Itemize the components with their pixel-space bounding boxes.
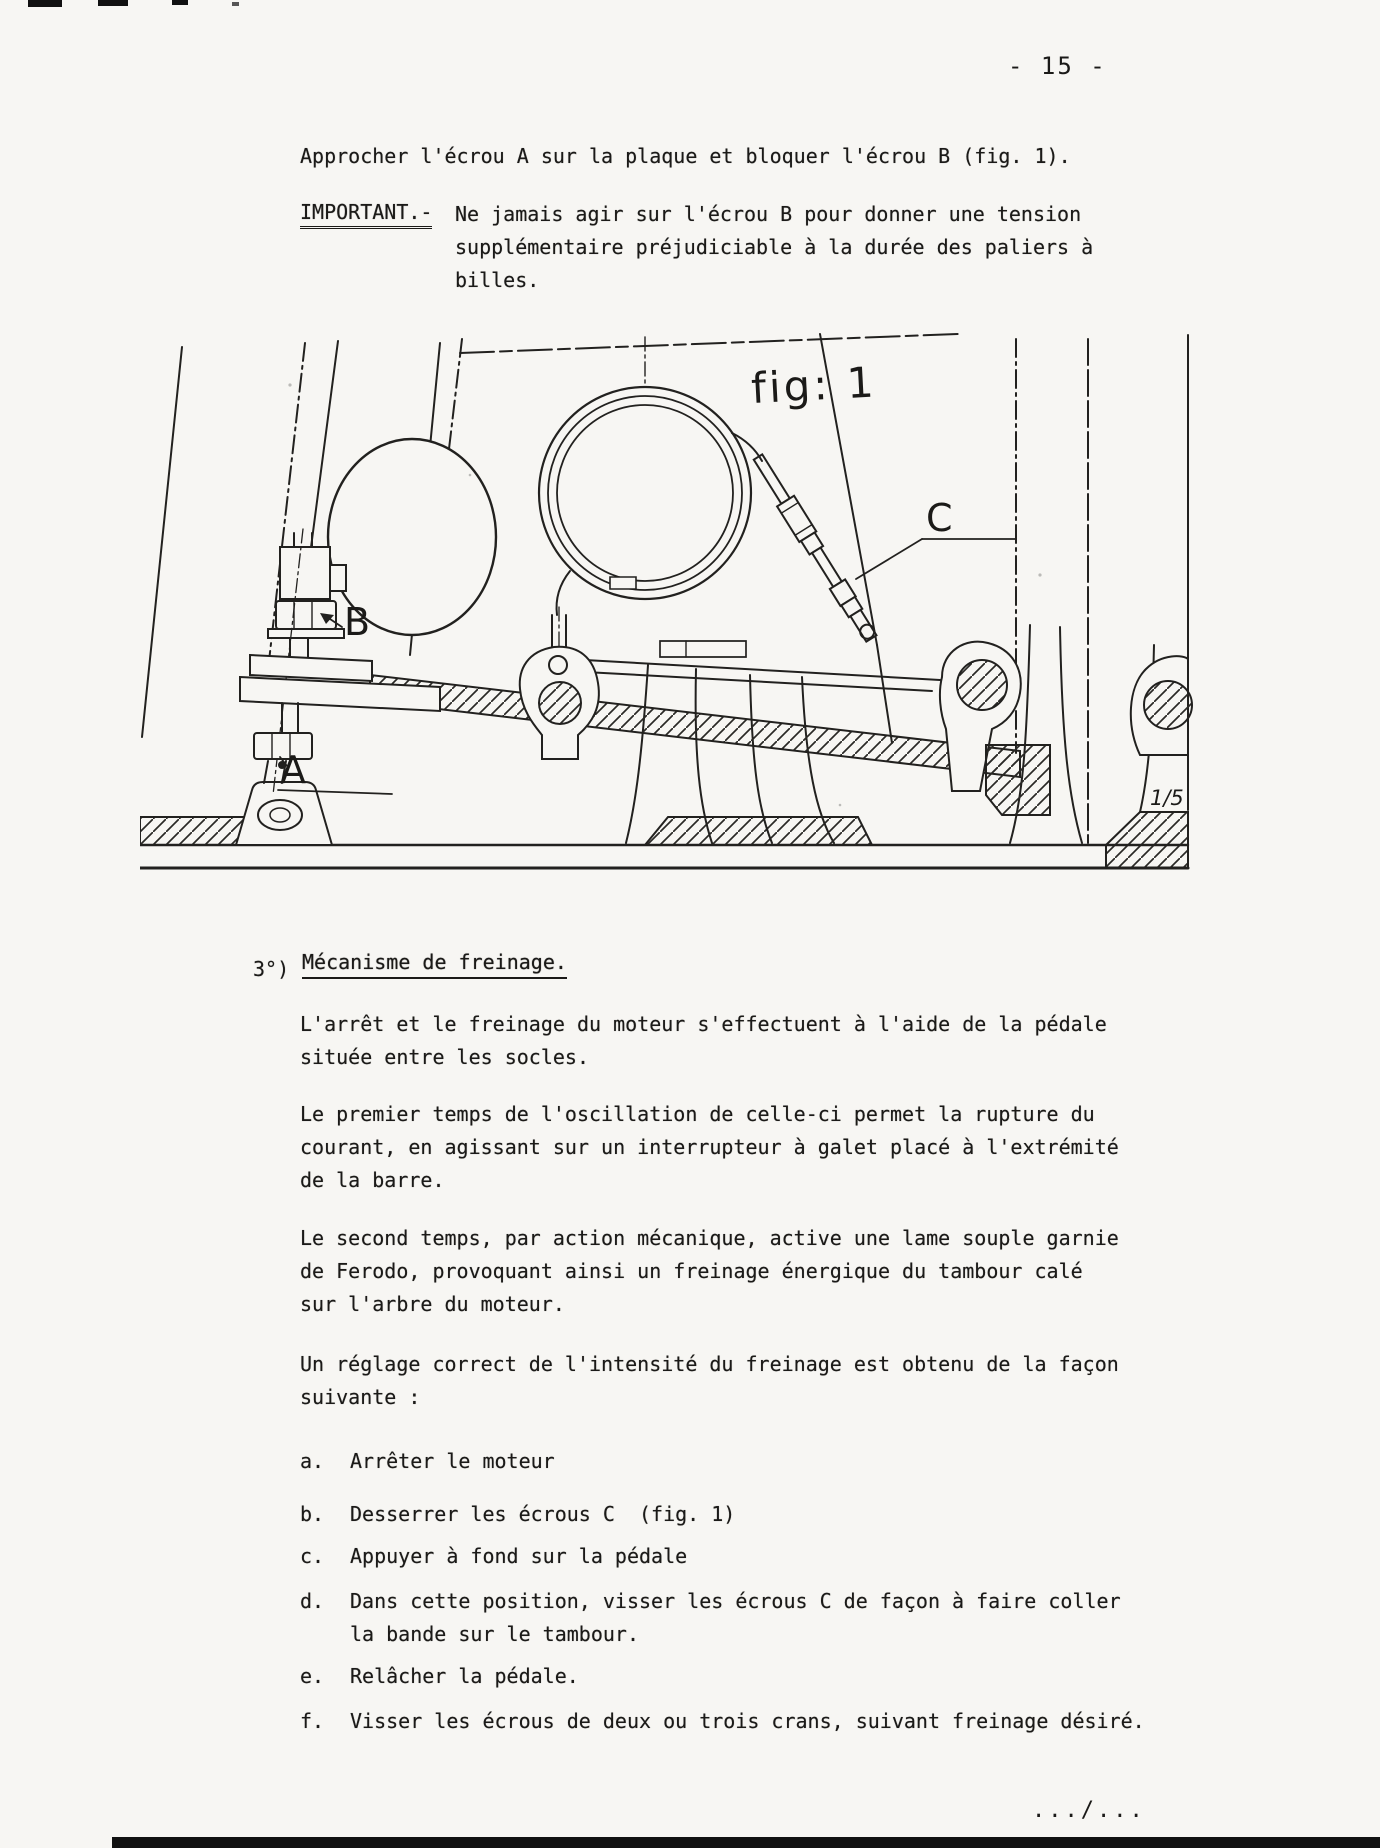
important-label: IMPORTANT.-	[300, 200, 432, 229]
paragraph-2	[300, 1098, 1119, 1197]
label-b-text: B	[344, 600, 371, 644]
figure-drawing	[140, 325, 1200, 875]
right-end-bracket	[1131, 656, 1192, 755]
paragraph-line: de Ferodo, provoquant ainsi un freinage énergique du tambour calé	[300, 1259, 1083, 1283]
paragraph-line: Un réglage correct de l'intensité du freinage est obtenu de la façon	[300, 1352, 1119, 1376]
step-letter-a: a.	[300, 1449, 325, 1473]
step-text-c: Appuyer à fond sur la pédale	[350, 1544, 688, 1568]
continuation-mark: .../...	[1032, 1798, 1146, 1823]
paragraph-line: de la barre.	[300, 1168, 445, 1192]
scan-artifact	[28, 0, 62, 7]
label-c-text: C	[926, 496, 953, 540]
paragraph-line: suivante :	[300, 1385, 421, 1409]
pivot-bracket	[520, 647, 599, 759]
figure-1	[140, 325, 1200, 875]
important-block	[300, 200, 432, 224]
step-letter-d: d.	[300, 1589, 325, 1613]
paragraph-line: située entre les socles.	[300, 1045, 589, 1069]
figure-caption: fig: 1	[749, 357, 878, 413]
step-letter-f: f.	[300, 1709, 325, 1733]
step-text-b: Desserrer les écrous C (fig. 1)	[350, 1502, 736, 1526]
step-letter-e: e.	[300, 1664, 325, 1688]
brake-drum	[539, 387, 751, 599]
paragraph-line: L'arrêt et le freinage du moteur s'effectuent à l'aide de la pédale	[300, 1012, 1107, 1036]
step-letter-c: c.	[300, 1544, 325, 1568]
band-anchor-plate	[660, 641, 746, 657]
paragraph-line: Le premier temps de l'oscillation de celle-ci permet la rupture du	[300, 1102, 1095, 1126]
paragraph-line: courant, en agissant sur un interrupteur à galet placé à l'extrémité	[300, 1135, 1119, 1159]
figure-scale-note: 1/5	[1150, 786, 1184, 810]
step-line: Dans cette position, visser les écrous C de façon à faire coller	[350, 1589, 1121, 1613]
important-line: supplémentaire préjudiciable à la durée des paliers à	[455, 235, 1094, 259]
link-lever	[585, 660, 940, 691]
section-number: 3°)	[253, 957, 290, 981]
scan-artifact	[232, 2, 239, 6]
paragraph-3	[300, 1222, 1119, 1321]
scan-bottom-band	[112, 1837, 1380, 1848]
paragraph-line: Le second temps, par action mécanique, active une lame souple garnie	[300, 1226, 1119, 1250]
step-letter-b: b.	[300, 1502, 325, 1526]
pedal-bracket	[940, 642, 1050, 815]
scan-artifact	[172, 0, 188, 5]
scan-artifact	[98, 0, 128, 6]
page-number: - 15 -	[1008, 52, 1107, 80]
section-heading	[302, 950, 567, 974]
step-text-e: Relâcher la pédale.	[350, 1664, 579, 1688]
paragraph-1	[300, 1008, 1107, 1074]
important-text	[455, 198, 1093, 297]
important-line: billes.	[455, 268, 540, 292]
step-text-f: Visser les écrous de deux ou trois crans, suivant freinage désiré.	[350, 1709, 1145, 1733]
section-title: Mécanisme de freinage.	[302, 950, 567, 979]
step-text-d	[350, 1585, 1121, 1651]
paragraph-line: sur l'arbre du moteur.	[300, 1292, 565, 1316]
important-line: Ne jamais agir sur l'écrou B pour donner une tension	[455, 202, 1082, 226]
label-a-text: A	[280, 748, 306, 792]
step-text-a: Arrêter le moteur	[350, 1449, 555, 1473]
step-line: la bande sur le tambour.	[350, 1622, 639, 1646]
paragraph-4	[300, 1348, 1119, 1414]
intro-paragraph: Approcher l'écrou A sur la plaque et bloquer l'écrou B (fig. 1).	[300, 144, 1071, 168]
